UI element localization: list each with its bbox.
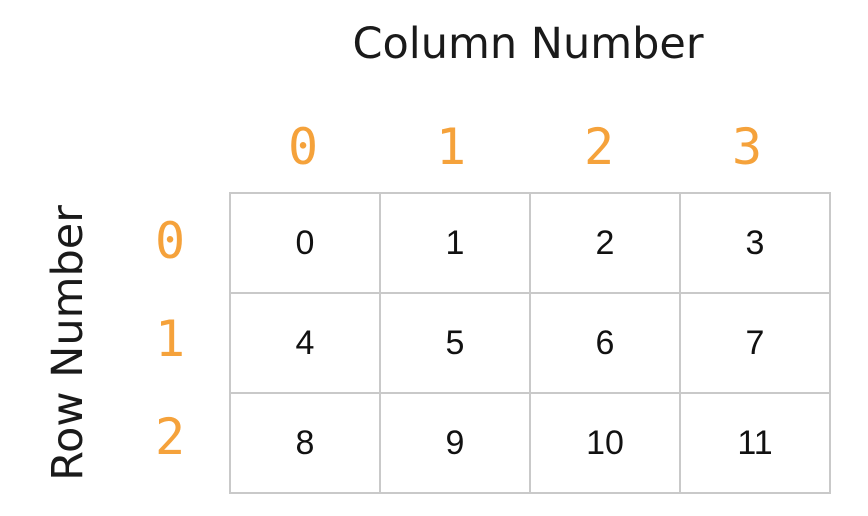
column-index-2: 2 bbox=[583, 118, 615, 176]
grid-row-0 bbox=[230, 193, 830, 293]
grid-row-1 bbox=[230, 293, 830, 393]
grid-cell: 4 bbox=[230, 293, 380, 393]
column-index-1: 1 bbox=[435, 118, 467, 176]
grid-cell: 9 bbox=[380, 393, 530, 493]
grid-cell: 10 bbox=[530, 393, 680, 493]
grid-cell: 6 bbox=[530, 293, 680, 393]
column-index-0: 0 bbox=[287, 118, 319, 176]
grid-cell: 11 bbox=[680, 393, 830, 493]
grid-cell: 5 bbox=[380, 293, 530, 393]
grid-cell: 7 bbox=[680, 293, 830, 393]
grid-cell: 8 bbox=[230, 393, 380, 493]
grid-cell: 3 bbox=[680, 193, 830, 293]
row-index-0: 0 bbox=[154, 212, 186, 270]
grid-cell: 1 bbox=[380, 193, 530, 293]
grid-cell: 0 bbox=[230, 193, 380, 293]
grid-row-2 bbox=[230, 393, 830, 493]
row-index-2: 2 bbox=[154, 408, 186, 466]
row-index-1: 1 bbox=[154, 310, 186, 368]
column-index-3: 3 bbox=[731, 118, 763, 176]
column-number-title: Column Number bbox=[352, 19, 704, 69]
grid-cell: 2 bbox=[530, 193, 680, 293]
row-number-title: Row Number bbox=[43, 205, 93, 481]
array-grid bbox=[229, 192, 831, 494]
